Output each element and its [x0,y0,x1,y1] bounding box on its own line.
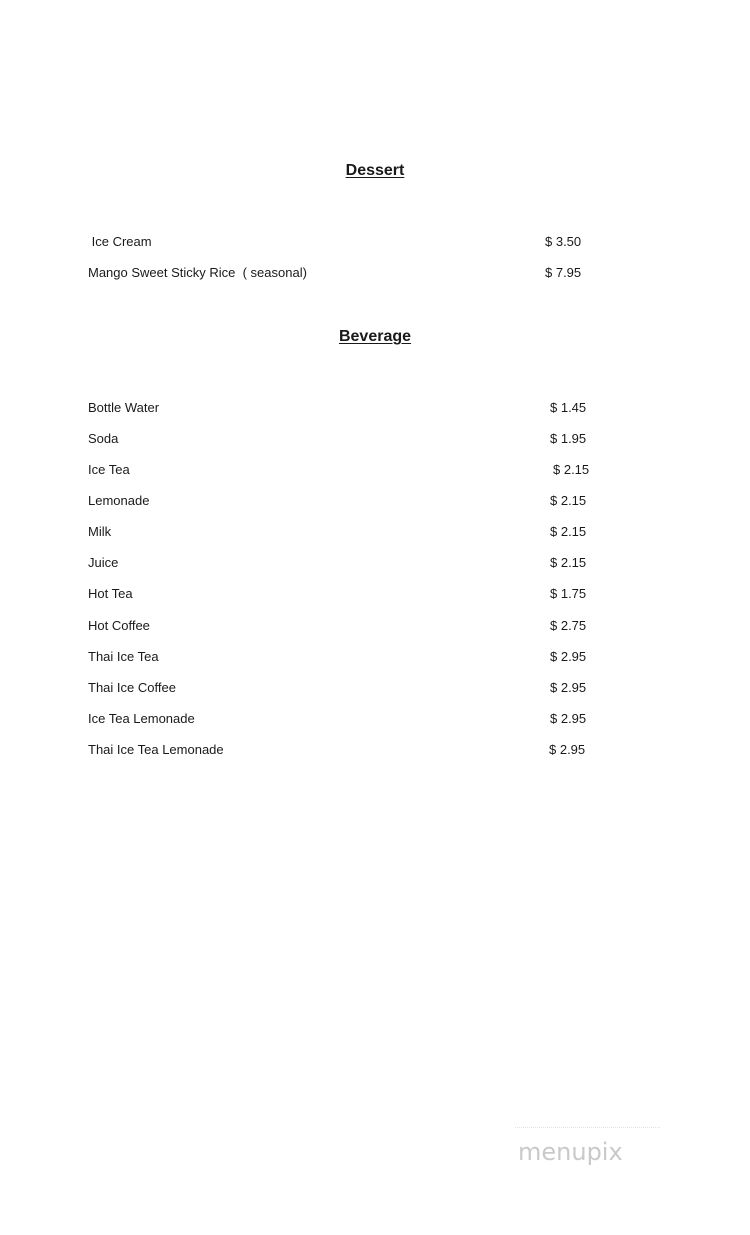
menu-item-price: $ 1.45 [550,400,587,415]
menu-item-name: Thai Ice Coffee [88,680,176,695]
dessert-heading: Dessert [345,162,405,179]
menu-item-name: Thai Ice Tea Lemonade [88,742,224,757]
menu-item-price: $ 3.50 [545,234,582,249]
menu-item-name: Lemonade [88,493,150,508]
menu-item-price: $ 2.95 [550,649,587,664]
menu-item-name: Bottle Water [88,400,160,415]
menu-item-price: $ 1.95 [550,431,587,446]
watermark-divider [515,1127,660,1129]
menu-item-name: Hot Tea [88,586,133,601]
menu-item-price: $ 2.75 [550,618,587,633]
menu-item-price: $ 1.75 [550,586,587,601]
menu-item-name: Ice Cream [88,234,152,249]
menu-item-name: Milk [88,524,112,539]
menu-item-name: Soda [88,431,119,446]
menu-item-name: Ice Tea Lemonade [88,711,195,726]
menu-item-name: Juice [88,555,119,570]
menu-item-name: Mango Sweet Sticky Rice ( seasonal) [88,265,307,280]
menu-item-price: $ 2.15 [553,462,590,477]
menu-item-price: $ 2.95 [549,742,586,757]
beverage-heading: Beverage [338,328,412,345]
watermark-logo: menupix [518,1138,623,1166]
menu-item-name: Ice Tea [88,462,130,477]
menu-item-name: Hot Coffee [88,618,150,633]
menu-item-price: $ 2.15 [550,493,587,508]
menu-item-price: $ 2.15 [550,555,587,570]
menu-item-price: $ 2.15 [550,524,587,539]
menu-item-price: $ 7.95 [545,265,582,280]
menu-item-price: $ 2.95 [550,680,587,695]
menu-item-price: $ 2.95 [550,711,587,726]
menu-item-name: Thai Ice Tea [88,649,159,664]
